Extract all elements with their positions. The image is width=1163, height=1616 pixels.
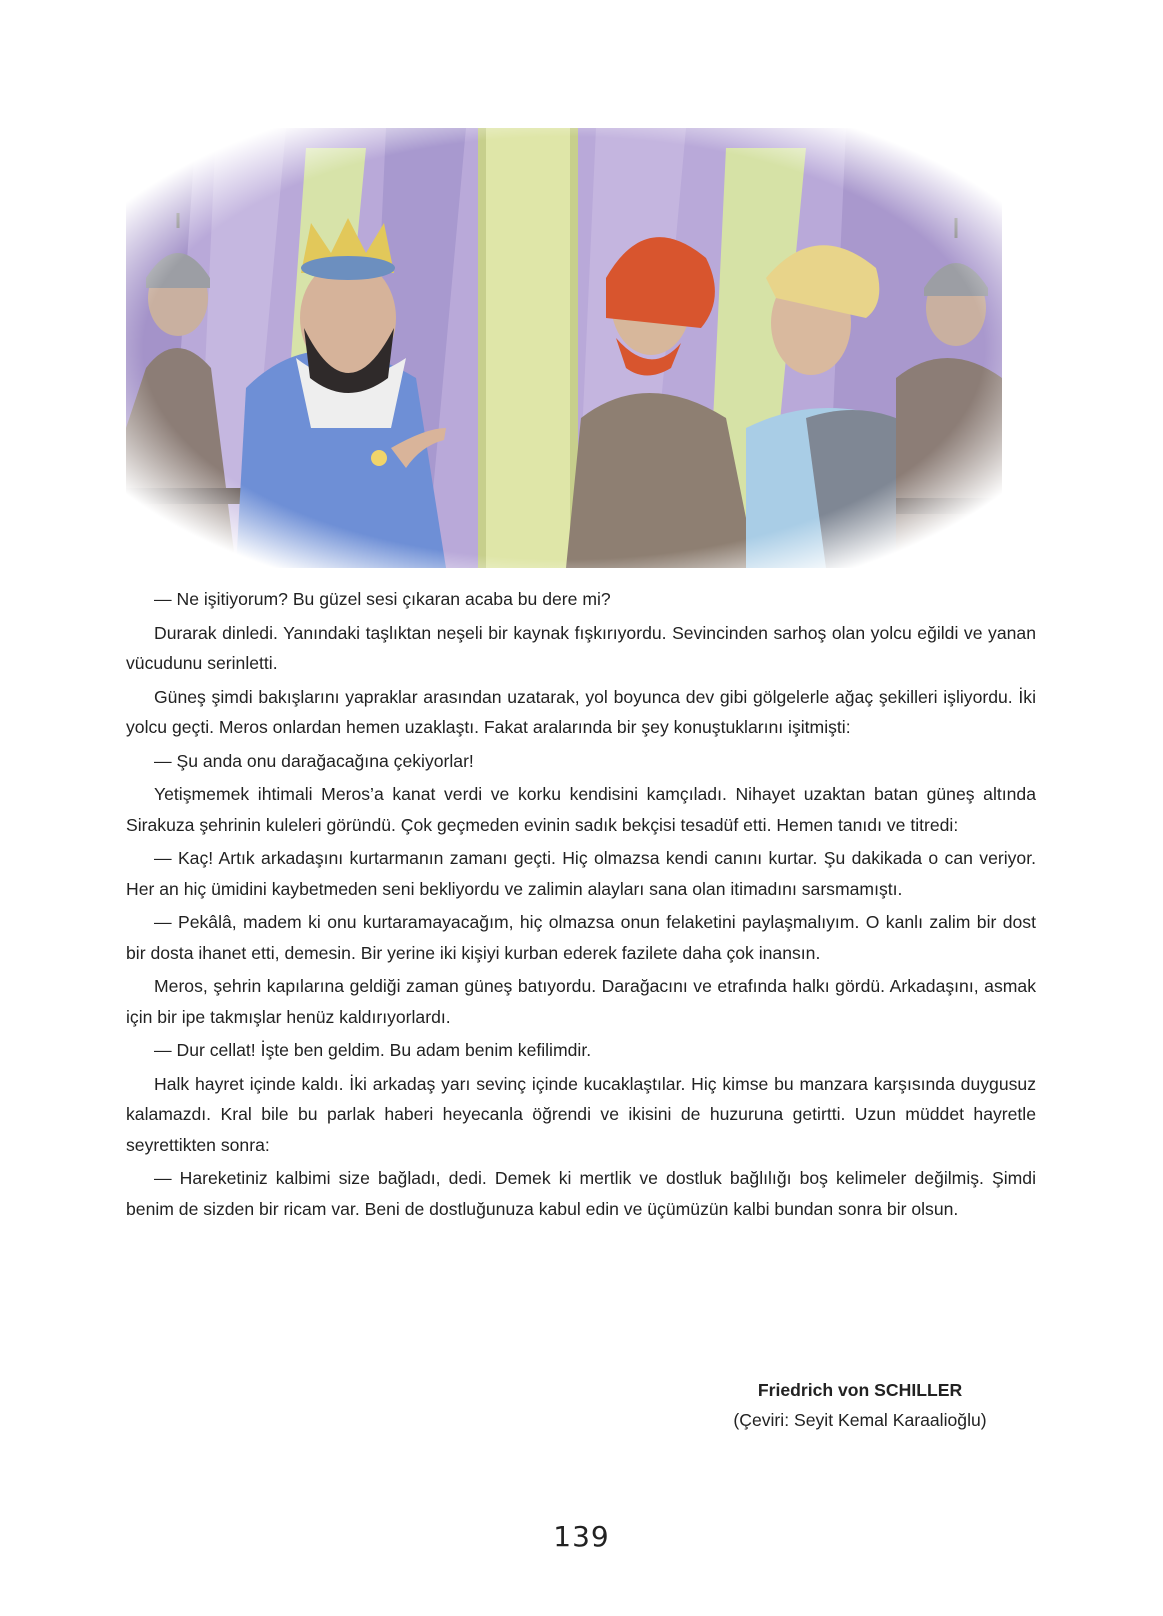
paragraph: Yetişmemek ihtimali Meros’a kanat verdi ve korku kendisini kamçıladı. Nihayet uzaktan batan güneş altında Sirakuza şehrinin kuleleri göründü. Çok geçmeden evinin sadık bekçisi tesadüf etti. Hemen tanıdı ve titredi: (126, 784, 1036, 835)
paragraph: — Ne işitiyorum? Bu güzel sesi çıkaran acaba bu dere mi? (154, 589, 611, 609)
paragraph: — Dur cellat! İşte ben geldim. Bu adam benim kefilimdir. (154, 1040, 592, 1060)
paragraph: — Hareketiniz kalbimi size bağladı, dedi. Demek ki mertlik ve dostluk bağlılığı boş kelimeler değilmiş. Şimdi benim de sizden bir ricam var. Beni de dostluğunuza kabul edin ve üçümüzün kalbi bundan sonra bir olsun. (126, 1168, 1036, 1219)
paragraph: — Pekâlâ, madem ki onu kurtaramayacağım, hiç olmazsa onun felaketini paylaşmalıyım. O kanlı zalim bir dost bir dosta ihanet etti, demesin. Bir yerine iki kişiyi kurban ederek fazilete daha çok inansın. (126, 912, 1036, 963)
illustration-svg (126, 128, 1002, 568)
paragraph: Güneş şimdi bakışlarını yapraklar arasından uzatarak, yol boyunca dev gibi gölgelerle ağaç şekilleri işliyordu. İki yolcu geçti. Meros onlardan hemen uzaklaştı. Fakat aralarında bir şey konuştuklarını işitmişti: (126, 686, 1036, 737)
story-text (126, 584, 1036, 1227)
author-credit (700, 1375, 1020, 1435)
translator-credit: (Çeviri: Seyit Kemal Karaalioğlu) (733, 1410, 987, 1430)
paragraph: — Kaç! Artık arkadaşını kurtarmanın zamanı geçti. Hiç olmazsa kendi canını kurtar. Şu dakikada o can veriyor. Her an hiç ümidini kaybetmeden seni bekliyordu ve zalimin alayları sana olan itimadını sarsmamıştı. (126, 848, 1036, 899)
page-number: 139 (553, 1520, 610, 1553)
paragraph: — Şu anda onu darağacağına çekiyorlar! (154, 750, 474, 771)
paragraph: Meros, şehrin kapılarına geldiği zaman güneş batıyordu. Darağacını ve etrafında halkı gördü. Arkadaşını, asmak için bir ipe takmışlar henüz kaldırıyorlardı. (126, 976, 1036, 1027)
paragraph: Durarak dinledi. Yanındaki taşlıktan neşeli bir kaynak fışkırıyordu. Sevincinden sarhoş olan yolcu eğildi ve yanan vücudunu serinletti. (126, 622, 1036, 673)
author-name: Friedrich von SCHILLER (757, 1380, 963, 1400)
story-illustration (126, 128, 1002, 568)
paragraph: Halk hayret içinde kaldı. İki arkadaş yarı sevinç içinde kucaklaştılar. Hiç kimse bu manzara karşısında duygusuz kalamazdı. Kral bile bu parlak haberi heyecanla öğrendi ve ikisini de huzuruna getirtti. Uzun müddet hayretle seyrettikten sonra: (126, 1073, 1036, 1155)
